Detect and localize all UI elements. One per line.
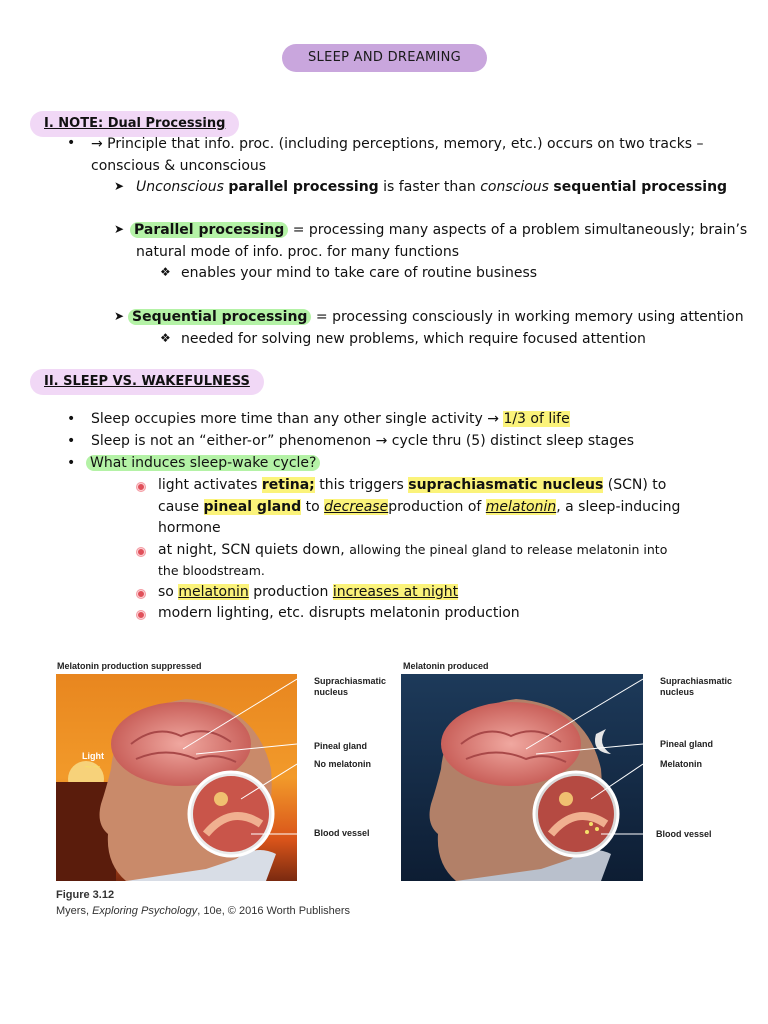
- figure-panel-title: Melatonin production suppressed: [57, 661, 202, 671]
- highlight-term: suprachiasmatic nucleus: [408, 477, 604, 493]
- text-line: → Principle that info. proc. (including perceptions, memory, etc.) occurs on two tracks –: [91, 136, 704, 152]
- plain-text: light activates: [158, 477, 258, 493]
- text-line: the bloodstream.: [158, 563, 265, 578]
- highlight-term: decrease: [324, 499, 389, 515]
- arrow-bullet-icon: ➤: [114, 179, 125, 193]
- highlight-term: increases at night: [332, 584, 459, 600]
- term-highlight: Sequential processing: [128, 309, 311, 325]
- plain-text: = processing consciously in working memory using attention: [315, 309, 744, 325]
- bold-term: parallel processing: [228, 179, 379, 195]
- caption-text: , 10e, © 2016 Worth Publishers: [197, 905, 351, 917]
- bullet-dot: •: [67, 433, 76, 449]
- text-line: conscious & unconscious: [91, 158, 267, 174]
- text-line: enables your mind to take care of routine business: [181, 265, 538, 281]
- light-wave-icon: ~~: [84, 762, 101, 773]
- plain-text: to: [305, 499, 320, 515]
- plain-text: production: [253, 584, 329, 600]
- text-line: [158, 582, 458, 602]
- plain-text: is faster than: [383, 179, 476, 195]
- question-highlight: What induces sleep-wake cycle?: [86, 455, 320, 471]
- callout-label: Suprachiasmatic: [314, 676, 387, 686]
- highlight-term: retina;: [261, 477, 315, 493]
- text-line: [91, 409, 570, 429]
- bullet-dot: •: [67, 135, 76, 151]
- arrow-bullet-icon: ➤: [114, 309, 125, 323]
- callout-label: No melatonin: [314, 759, 372, 769]
- arrow-bullet-icon: ➤: [114, 222, 125, 236]
- section-heading-text: II. SLEEP VS. WAKEFULNESS: [44, 374, 250, 389]
- red-bullet-icon: [137, 590, 145, 598]
- text-line: hormone: [158, 520, 221, 536]
- plain-text: production of: [388, 499, 482, 515]
- plain-text: at night, SCN quiets down,: [158, 542, 345, 558]
- plain-text: cause: [158, 499, 200, 515]
- bullet-dot: •: [67, 411, 76, 427]
- light-label: Light: [82, 751, 104, 761]
- emphasis-text: conscious: [480, 179, 549, 195]
- plain-text: (SCN) to: [607, 477, 667, 493]
- figure-image-produced: [401, 674, 643, 881]
- figure-panel-title: Melatonin produced: [403, 661, 489, 671]
- text-line: [130, 220, 747, 240]
- text-line: [86, 453, 320, 473]
- red-bullet-icon: [137, 548, 145, 556]
- text-line: modern lighting, etc. disrupts melatonin production: [158, 605, 520, 621]
- text-line: [158, 540, 667, 560]
- caption-text: Myers,: [56, 905, 89, 917]
- diamond-bullet-icon: ❖: [160, 331, 171, 345]
- plain-text: = processing many aspects of a problem simultaneously; brain’s: [292, 222, 748, 238]
- plain-text: so: [158, 584, 174, 600]
- plain-text: , a sleep-inducing: [556, 499, 681, 515]
- bold-term: sequential processing: [553, 179, 728, 195]
- page-title: SLEEP AND DREAMING: [282, 44, 487, 72]
- text-line: [128, 307, 744, 327]
- figure-image-suppressed: [56, 674, 297, 881]
- red-bullet-icon: [137, 483, 145, 491]
- plain-text: this triggers: [319, 477, 404, 493]
- highlight-term: pineal gland: [203, 499, 302, 515]
- text-line: [158, 497, 680, 517]
- callout-label: Blood vessel: [656, 829, 712, 839]
- highlight-term: melatonin: [178, 584, 249, 600]
- caption-book-title: Exploring Psychology: [92, 905, 198, 917]
- callout-label: Pineal gland: [660, 739, 714, 749]
- callout-label: Suprachiasmatic: [660, 676, 733, 686]
- highlight-text: 1/3 of life: [503, 411, 570, 427]
- text-line: needed for solving new problems, which require focused attention: [181, 331, 646, 347]
- text-line: [136, 177, 727, 197]
- callout-label: Melatonin: [660, 759, 702, 769]
- callout-label: nucleus: [660, 687, 695, 697]
- figure-caption: [56, 905, 350, 917]
- small-text: allowing the pineal gland to release melatonin into: [349, 542, 668, 557]
- callout-label: Pineal gland: [314, 741, 368, 751]
- red-bullet-icon: [137, 611, 145, 619]
- term-highlight: Parallel processing: [130, 222, 288, 238]
- section-heading-text: I. NOTE: Dual Processing: [44, 116, 226, 131]
- callout-label: Blood vessel: [314, 828, 370, 838]
- figure-number: Figure 3.12: [56, 889, 115, 901]
- plain-text: Sleep occupies more time than any other single activity →: [91, 411, 499, 427]
- callout-label: nucleus: [314, 687, 349, 697]
- diamond-bullet-icon: ❖: [160, 265, 171, 279]
- text-line: [158, 475, 666, 495]
- bullet-dot: •: [67, 455, 76, 471]
- text-line: Sleep is not an “either-or” phenomenon → cycle thru (5) distinct sleep stages: [91, 433, 634, 449]
- highlight-term: melatonin: [485, 499, 557, 515]
- emphasis-text: Unconscious: [136, 179, 224, 195]
- section-heading-sleep-vs-wakefulness: [30, 369, 264, 395]
- text-line: natural mode of info. proc. for many functions: [136, 244, 460, 260]
